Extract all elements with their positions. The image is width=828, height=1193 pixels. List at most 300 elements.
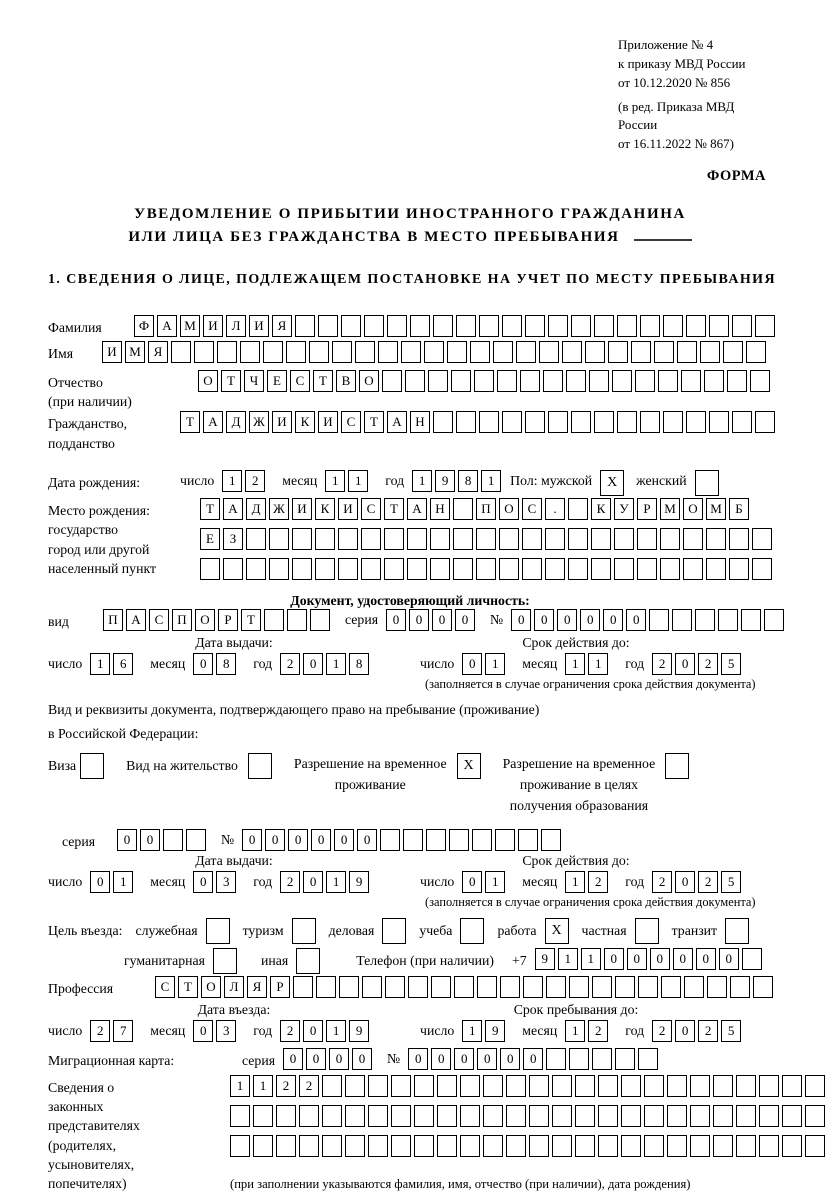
cell-box[interactable]: К (315, 498, 335, 520)
cell-box[interactable]: 5 (721, 871, 741, 893)
cell-box[interactable]: С (290, 370, 310, 392)
cell-box[interactable] (548, 315, 568, 337)
cell-box[interactable]: Т (178, 976, 198, 998)
cell-box[interactable] (654, 341, 674, 363)
cell-box[interactable] (223, 558, 243, 580)
cell-box[interactable] (276, 1105, 296, 1127)
cell-box[interactable]: Т (221, 370, 241, 392)
cell-box[interactable] (286, 341, 306, 363)
cell-box[interactable] (200, 558, 220, 580)
cell-box[interactable] (706, 528, 726, 550)
cell-box[interactable]: И (292, 498, 312, 520)
cell-box[interactable] (456, 315, 476, 337)
cell-box[interactable]: 0 (455, 609, 475, 631)
surname-cells[interactable] (134, 315, 778, 337)
cell-box[interactable] (592, 976, 612, 998)
purpose-private-checkbox[interactable] (635, 918, 659, 944)
cell-box[interactable] (732, 315, 752, 337)
cell-box[interactable] (479, 315, 499, 337)
cell-box[interactable] (640, 315, 660, 337)
cell-box[interactable]: О (499, 498, 519, 520)
cell-box[interactable]: П (476, 498, 496, 520)
cell-box[interactable] (384, 558, 404, 580)
cell-box[interactable] (704, 370, 724, 392)
cell-box[interactable] (217, 341, 237, 363)
cell-box[interactable]: 1 (485, 871, 505, 893)
cell-box[interactable] (683, 528, 703, 550)
temp-residence-checkbox[interactable]: X (457, 753, 481, 779)
cell-box[interactable]: Л (224, 976, 244, 998)
cell-box[interactable] (426, 829, 446, 851)
doc-issue-day-cells[interactable] (90, 653, 136, 675)
cell-box[interactable]: С (522, 498, 542, 520)
cell-box[interactable] (759, 1105, 779, 1127)
cell-box[interactable] (520, 370, 540, 392)
cell-box[interactable]: О (359, 370, 379, 392)
cell-box[interactable]: 1 (325, 470, 345, 492)
cell-box[interactable]: Л (226, 315, 246, 337)
migration-number-cells[interactable] (408, 1048, 661, 1070)
cell-box[interactable]: 5 (721, 653, 741, 675)
cell-box[interactable]: Н (430, 498, 450, 520)
cell-box[interactable]: З (223, 528, 243, 550)
cell-box[interactable]: Т (200, 498, 220, 520)
cell-box[interactable] (424, 341, 444, 363)
cell-box[interactable] (805, 1135, 825, 1157)
cell-box[interactable] (380, 829, 400, 851)
cell-box[interactable]: К (591, 498, 611, 520)
doc-series-cells[interactable] (386, 609, 478, 631)
cell-box[interactable]: 9 (535, 948, 555, 970)
cell-box[interactable] (431, 976, 451, 998)
res-valid-month-cells[interactable] (565, 871, 611, 893)
cell-box[interactable]: А (387, 411, 407, 433)
res-valid-year-cells[interactable] (652, 871, 744, 893)
cell-box[interactable] (322, 1135, 342, 1157)
cell-box[interactable]: Т (180, 411, 200, 433)
doc-issue-year-cells[interactable] (280, 653, 372, 675)
cell-box[interactable]: 0 (288, 829, 308, 851)
cell-box[interactable] (614, 558, 634, 580)
cell-box[interactable] (718, 609, 738, 631)
cell-box[interactable] (495, 829, 515, 851)
cell-box[interactable] (736, 1105, 756, 1127)
cell-box[interactable]: 2 (245, 470, 265, 492)
cell-box[interactable]: 0 (511, 609, 531, 631)
cell-box[interactable] (621, 1075, 641, 1097)
phone-cells[interactable] (535, 948, 765, 970)
cell-box[interactable] (502, 411, 522, 433)
cell-box[interactable]: Д (246, 498, 266, 520)
cell-box[interactable] (364, 315, 384, 337)
cell-box[interactable] (700, 341, 720, 363)
cell-box[interactable]: 0 (626, 609, 646, 631)
cell-box[interactable]: 6 (113, 653, 133, 675)
cell-box[interactable] (589, 370, 609, 392)
cell-box[interactable]: 0 (90, 871, 110, 893)
birth-day-cells[interactable] (222, 470, 268, 492)
doc-valid-year-cells[interactable] (652, 653, 744, 675)
cell-box[interactable] (387, 315, 407, 337)
cell-box[interactable] (713, 1075, 733, 1097)
cell-box[interactable]: 1 (565, 871, 585, 893)
cell-box[interactable] (621, 1135, 641, 1157)
res-issue-month-cells[interactable] (193, 871, 239, 893)
purpose-tourism-checkbox[interactable] (292, 918, 316, 944)
cell-box[interactable]: Е (267, 370, 287, 392)
cell-box[interactable] (529, 1075, 549, 1097)
cell-box[interactable] (476, 558, 496, 580)
cell-box[interactable] (292, 528, 312, 550)
cell-box[interactable] (617, 315, 637, 337)
cell-box[interactable] (338, 528, 358, 550)
cell-box[interactable] (684, 976, 704, 998)
cell-box[interactable]: 0 (283, 1048, 303, 1070)
cell-box[interactable] (592, 1048, 612, 1070)
doc-valid-day-cells[interactable] (462, 653, 508, 675)
cell-box[interactable]: 0 (462, 871, 482, 893)
cell-box[interactable]: Т (313, 370, 333, 392)
cell-box[interactable]: Ж (269, 498, 289, 520)
cell-box[interactable] (585, 341, 605, 363)
cell-box[interactable] (568, 558, 588, 580)
cell-box[interactable] (575, 1135, 595, 1157)
cell-box[interactable]: 1 (326, 653, 346, 675)
cell-box[interactable]: 0 (140, 829, 160, 851)
cell-box[interactable]: 0 (432, 609, 452, 631)
cell-box[interactable] (474, 370, 494, 392)
cell-box[interactable] (660, 558, 680, 580)
cell-box[interactable]: 0 (673, 948, 693, 970)
cell-box[interactable] (525, 411, 545, 433)
cell-box[interactable]: 1 (412, 470, 432, 492)
cell-box[interactable]: Я (247, 976, 267, 998)
cell-box[interactable] (566, 370, 586, 392)
birth-place-cells-row1[interactable] (200, 498, 775, 520)
cell-box[interactable] (638, 1048, 658, 1070)
cell-box[interactable] (437, 1105, 457, 1127)
cell-box[interactable]: 0 (675, 1020, 695, 1042)
cell-box[interactable]: 2 (698, 653, 718, 675)
cell-box[interactable] (264, 609, 284, 631)
cell-box[interactable]: 2 (652, 1020, 672, 1042)
cell-box[interactable]: О (195, 609, 215, 631)
cell-box[interactable] (470, 341, 490, 363)
cell-box[interactable] (635, 370, 655, 392)
birth-month-cells[interactable] (325, 470, 371, 492)
cell-box[interactable]: 9 (349, 1020, 369, 1042)
cell-box[interactable] (644, 1105, 664, 1127)
cell-box[interactable]: 1 (348, 470, 368, 492)
cell-box[interactable] (660, 528, 680, 550)
cell-box[interactable]: 0 (696, 948, 716, 970)
cell-box[interactable] (499, 558, 519, 580)
cell-box[interactable] (338, 558, 358, 580)
cell-box[interactable] (292, 558, 312, 580)
cell-box[interactable]: 0 (409, 609, 429, 631)
cell-box[interactable] (476, 528, 496, 550)
cell-box[interactable]: И (102, 341, 122, 363)
cell-box[interactable] (752, 528, 772, 550)
birth-place-cells-row2[interactable] (200, 528, 775, 550)
cell-box[interactable] (562, 341, 582, 363)
cell-box[interactable] (391, 1135, 411, 1157)
legal-reps-cells-row3[interactable] (230, 1135, 828, 1157)
purpose-humanitarian-checkbox[interactable] (213, 948, 237, 974)
cell-box[interactable]: 2 (280, 653, 300, 675)
cell-box[interactable] (506, 1135, 526, 1157)
cell-box[interactable]: А (203, 411, 223, 433)
cell-box[interactable]: 1 (326, 871, 346, 893)
cell-box[interactable]: В (336, 370, 356, 392)
cell-box[interactable]: Я (272, 315, 292, 337)
cell-box[interactable]: 8 (216, 653, 236, 675)
cell-box[interactable] (594, 315, 614, 337)
cell-box[interactable] (414, 1075, 434, 1097)
cell-box[interactable] (240, 341, 260, 363)
cell-box[interactable] (332, 341, 352, 363)
cell-box[interactable] (638, 976, 658, 998)
cell-box[interactable]: Б (729, 498, 749, 520)
profession-cells[interactable] (155, 976, 776, 998)
cell-box[interactable] (428, 370, 448, 392)
cell-box[interactable] (752, 558, 772, 580)
cell-box[interactable]: О (683, 498, 703, 520)
cell-box[interactable] (522, 558, 542, 580)
cell-box[interactable] (253, 1105, 273, 1127)
cell-box[interactable]: 0 (408, 1048, 428, 1070)
cell-box[interactable]: 0 (675, 653, 695, 675)
cell-box[interactable] (405, 370, 425, 392)
cell-box[interactable] (171, 341, 191, 363)
cell-box[interactable]: Н (410, 411, 430, 433)
cell-box[interactable]: 8 (458, 470, 478, 492)
cell-box[interactable]: 0 (265, 829, 285, 851)
cell-box[interactable] (663, 411, 683, 433)
cell-box[interactable] (454, 976, 474, 998)
cell-box[interactable]: 2 (698, 1020, 718, 1042)
cell-box[interactable] (568, 528, 588, 550)
cell-box[interactable] (683, 558, 703, 580)
cell-box[interactable]: . (545, 498, 565, 520)
cell-box[interactable] (361, 558, 381, 580)
cell-box[interactable] (546, 1048, 566, 1070)
temp-residence-edu-checkbox[interactable] (665, 753, 689, 779)
doc-valid-month-cells[interactable] (565, 653, 611, 675)
cell-box[interactable]: 0 (534, 609, 554, 631)
cell-box[interactable]: 0 (477, 1048, 497, 1070)
cell-box[interactable] (658, 370, 678, 392)
cell-box[interactable] (522, 528, 542, 550)
patronymic-cells[interactable] (198, 370, 773, 392)
cell-box[interactable]: А (223, 498, 243, 520)
cell-box[interactable] (453, 498, 473, 520)
cell-box[interactable] (460, 1075, 480, 1097)
cell-box[interactable] (451, 370, 471, 392)
cell-box[interactable]: 2 (588, 1020, 608, 1042)
cell-box[interactable]: И (338, 498, 358, 520)
cell-box[interactable] (575, 1075, 595, 1097)
cell-box[interactable] (368, 1075, 388, 1097)
cell-box[interactable] (552, 1075, 572, 1097)
cell-box[interactable] (456, 411, 476, 433)
cell-box[interactable] (667, 1105, 687, 1127)
cell-box[interactable]: А (157, 315, 177, 337)
cell-box[interactable] (479, 411, 499, 433)
cell-box[interactable]: 1 (462, 1020, 482, 1042)
cell-box[interactable] (433, 315, 453, 337)
cell-box[interactable] (345, 1135, 365, 1157)
cell-box[interactable]: 0 (523, 1048, 543, 1070)
cell-box[interactable] (384, 528, 404, 550)
cell-box[interactable]: 7 (113, 1020, 133, 1042)
cell-box[interactable]: М (180, 315, 200, 337)
cell-box[interactable]: И (203, 315, 223, 337)
cell-box[interactable]: М (706, 498, 726, 520)
cell-box[interactable] (541, 829, 561, 851)
cell-box[interactable] (525, 315, 545, 337)
cell-box[interactable] (723, 341, 743, 363)
cell-box[interactable]: 1 (581, 948, 601, 970)
cell-box[interactable]: М (660, 498, 680, 520)
stay-month-cells[interactable] (565, 1020, 611, 1042)
cell-box[interactable]: 3 (216, 871, 236, 893)
cell-box[interactable] (615, 1048, 635, 1070)
cell-box[interactable] (598, 1135, 618, 1157)
cell-box[interactable] (709, 411, 729, 433)
cell-box[interactable]: 0 (627, 948, 647, 970)
cell-box[interactable] (546, 976, 566, 998)
doc-kind-cells[interactable] (103, 609, 333, 631)
birth-year-cells[interactable] (412, 470, 504, 492)
cell-box[interactable] (741, 609, 761, 631)
cell-box[interactable]: И (249, 315, 269, 337)
cell-box[interactable] (410, 315, 430, 337)
cell-box[interactable] (548, 411, 568, 433)
cell-box[interactable] (368, 1135, 388, 1157)
cell-box[interactable] (497, 370, 517, 392)
cell-box[interactable]: М (125, 341, 145, 363)
cell-box[interactable] (742, 948, 762, 970)
cell-box[interactable]: 0 (603, 609, 623, 631)
cell-box[interactable]: 0 (311, 829, 331, 851)
cell-box[interactable]: 0 (500, 1048, 520, 1070)
cell-box[interactable]: 0 (454, 1048, 474, 1070)
cell-box[interactable] (569, 976, 589, 998)
cell-box[interactable] (690, 1135, 710, 1157)
cell-box[interactable] (318, 315, 338, 337)
cell-box[interactable]: 0 (580, 609, 600, 631)
cell-box[interactable]: Т (364, 411, 384, 433)
entry-month-cells[interactable] (193, 1020, 239, 1042)
cell-box[interactable] (315, 528, 335, 550)
cell-box[interactable] (269, 528, 289, 550)
cell-box[interactable] (483, 1075, 503, 1097)
cell-box[interactable] (378, 341, 398, 363)
purpose-other-checkbox[interactable] (296, 948, 320, 974)
cell-box[interactable]: 0 (719, 948, 739, 970)
cell-box[interactable] (686, 315, 706, 337)
cell-box[interactable] (194, 341, 214, 363)
cell-box[interactable]: 1 (565, 653, 585, 675)
cell-box[interactable]: 0 (357, 829, 377, 851)
cell-box[interactable] (163, 829, 183, 851)
cell-box[interactable]: 0 (431, 1048, 451, 1070)
cell-box[interactable]: О (201, 976, 221, 998)
cell-box[interactable] (707, 976, 727, 998)
cell-box[interactable]: Ч (244, 370, 264, 392)
cell-box[interactable]: Т (241, 609, 261, 631)
cell-box[interactable] (614, 528, 634, 550)
doc-number-cells[interactable] (511, 609, 787, 631)
cell-box[interactable] (729, 558, 749, 580)
cell-box[interactable] (506, 1075, 526, 1097)
cell-box[interactable]: С (361, 498, 381, 520)
cell-box[interactable] (612, 370, 632, 392)
cell-box[interactable] (591, 558, 611, 580)
cell-box[interactable]: Р (637, 498, 657, 520)
cell-box[interactable] (539, 341, 559, 363)
purpose-transit-checkbox[interactable] (725, 918, 749, 944)
cell-box[interactable]: 0 (193, 1020, 213, 1042)
cell-box[interactable] (764, 609, 784, 631)
cell-box[interactable]: 1 (481, 470, 501, 492)
cell-box[interactable]: А (126, 609, 146, 631)
cell-box[interactable]: 2 (652, 871, 672, 893)
cell-box[interactable]: С (341, 411, 361, 433)
cell-box[interactable] (287, 609, 307, 631)
cell-box[interactable] (430, 558, 450, 580)
cell-box[interactable]: 1 (222, 470, 242, 492)
legal-reps-cells-row2[interactable] (230, 1105, 828, 1127)
cell-box[interactable]: 1 (90, 653, 110, 675)
cell-box[interactable] (730, 976, 750, 998)
cell-box[interactable] (753, 976, 773, 998)
cell-box[interactable] (805, 1105, 825, 1127)
cell-box[interactable] (543, 370, 563, 392)
cell-box[interactable]: Ф (134, 315, 154, 337)
cell-box[interactable] (529, 1105, 549, 1127)
cell-box[interactable] (750, 370, 770, 392)
cell-box[interactable] (608, 341, 628, 363)
cell-box[interactable]: П (172, 609, 192, 631)
cell-box[interactable] (615, 976, 635, 998)
cell-box[interactable] (552, 1135, 572, 1157)
cell-box[interactable] (430, 528, 450, 550)
cell-box[interactable] (732, 411, 752, 433)
cell-box[interactable] (594, 411, 614, 433)
cell-box[interactable]: 2 (588, 871, 608, 893)
birth-place-cells-row3[interactable] (200, 558, 775, 580)
cell-box[interactable] (677, 341, 697, 363)
cell-box[interactable]: 1 (326, 1020, 346, 1042)
purpose-business-checkbox[interactable] (382, 918, 406, 944)
cell-box[interactable]: Я (148, 341, 168, 363)
sex-female-checkbox[interactable] (695, 470, 719, 496)
cell-box[interactable] (529, 1135, 549, 1157)
cell-box[interactable] (502, 315, 522, 337)
cell-box[interactable] (299, 1105, 319, 1127)
res-issue-day-cells[interactable] (90, 871, 136, 893)
sex-male-checkbox[interactable]: X (600, 470, 624, 496)
cell-box[interactable]: И (272, 411, 292, 433)
cell-box[interactable] (518, 829, 538, 851)
cell-box[interactable] (649, 609, 669, 631)
cell-box[interactable]: 5 (721, 1020, 741, 1042)
entry-day-cells[interactable] (90, 1020, 136, 1042)
cell-box[interactable] (460, 1135, 480, 1157)
cell-box[interactable] (322, 1075, 342, 1097)
